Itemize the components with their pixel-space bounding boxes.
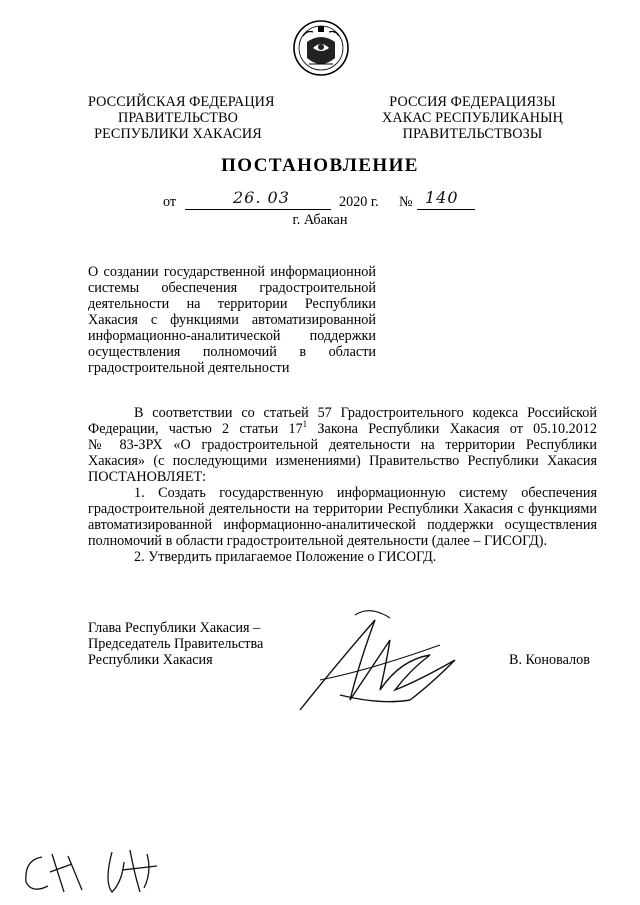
date-number-line [163,188,493,212]
date-handwritten: 26. 03 [233,188,290,207]
subject-line: Хакасия с функциями автоматизированной [88,312,376,328]
header-right [370,94,575,142]
body-line: 1. Создать государственную информационную систему обеспечения [134,485,597,501]
handwritten-marks [12,842,172,902]
header-right-line: ХАКАС РЕСПУБЛИКАНЫҢ [382,110,563,126]
year-suffix: 2020 г. [339,194,379,210]
body-line: В соответствии со статьей 57 Градостроительного кодекса Российской [134,405,597,421]
number-handwritten: 140 [425,188,459,207]
body-line: ПОСТАНОВЛЯЕТ: [88,469,207,485]
document-body [88,405,597,565]
handwritten-signature [280,600,480,720]
body-line: автоматизированной информационно-аналитической поддержки осуществления [88,517,597,533]
signatory-title [88,620,288,668]
header-right-line: ПРАВИТЕЛЬСТВОЗЫ [402,126,543,142]
header-left-line: РОССИЙСКАЯ ФЕДЕРАЦИЯ [88,94,275,110]
body-line: Хакасия» (с последующими изменениями) Правительство Республики Хакасия [88,453,597,469]
body-line: 2. Утвердить прилагаемое Положение о ГИСОГД. [134,549,437,565]
header-left [88,94,275,142]
signatory-title-line: Глава Республики Хакасия – [88,620,261,636]
header-right-line: РОССИЯ ФЕДЕРАЦИЯЗЫ [389,94,556,110]
header-left-line: ПРАВИТЕЛЬСТВО [118,110,238,126]
coat-of-arms-icon [291,18,351,78]
subject-line: О создании государственной информационной [88,264,376,280]
subject-line: градостроительной деятельности [88,360,290,376]
superscript: 1 [302,419,308,429]
subject-line: системы обеспечения градостроительной [88,280,376,296]
signatory-name: В. Коновалов [509,652,590,668]
subject-line: осуществления полномочий в области [88,344,376,360]
signatory-title-line: Республики Хакасия [88,652,213,668]
city: г. Абакан [292,212,348,228]
header-left-line: РЕСПУБЛИКИ ХАКАСИЯ [94,126,262,142]
body-line: градостроительной деятельности на территории Республики Хакасия с функциями [88,501,597,517]
body-line: № 83-ЗРХ «О градостроительной деятельности на территории Республики [88,437,597,453]
document-subject [88,264,376,376]
body-text: Закона Республики Хакасия от 05.10.2012 [307,421,597,437]
body-text: Федерации, частью 2 статьи 17 [88,421,303,437]
number-label: № [399,194,413,210]
body-line [88,421,597,437]
body-line: полномочий в области градостроительной деятельности (далее – ГИСОГД). [88,533,548,549]
document-title: ПОСТАНОВЛЕНИЕ [221,155,419,176]
from-label: от [163,194,177,210]
subject-line: информационно-аналитической поддержки [88,328,376,344]
subject-line: деятельности на территории Республики [88,296,376,312]
signatory-title-line: Председатель Правительства [88,636,264,652]
